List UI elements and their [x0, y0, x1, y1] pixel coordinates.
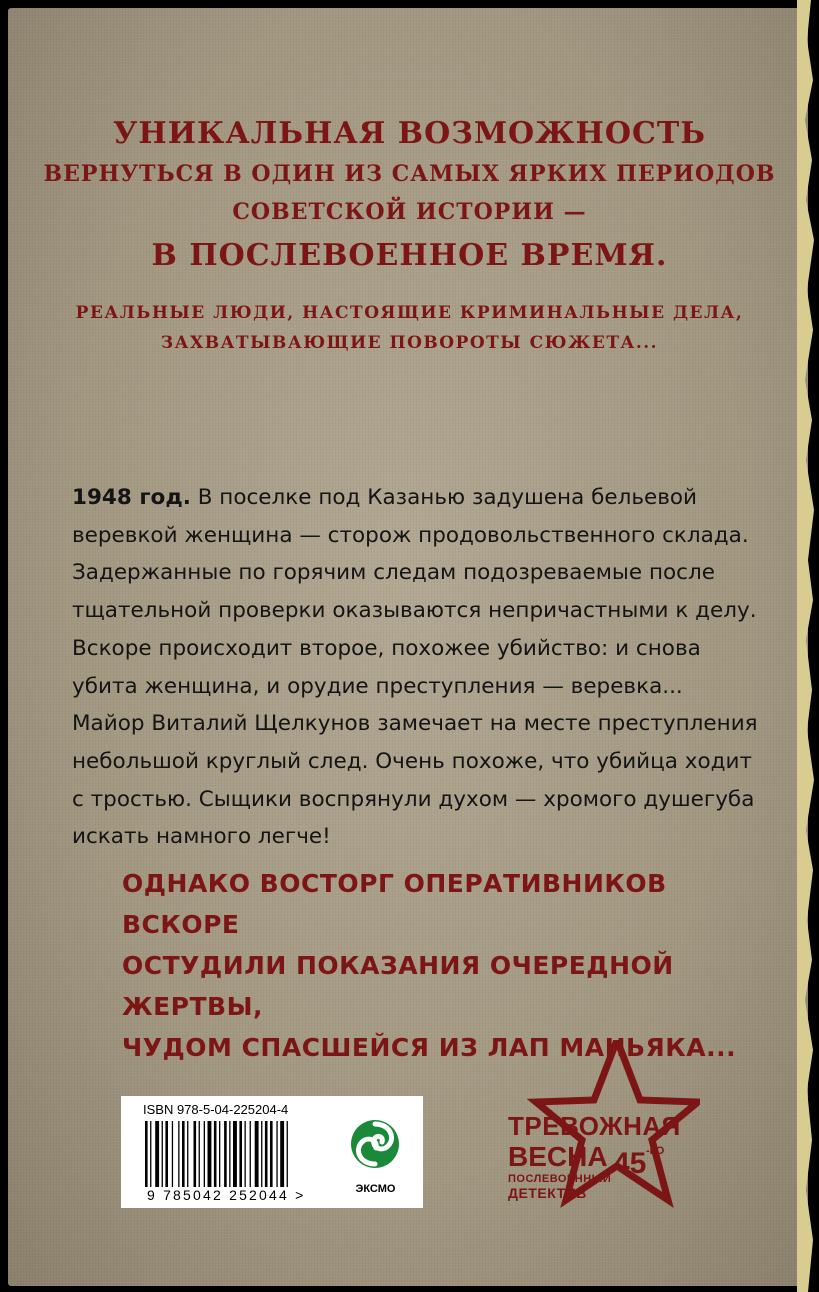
- headline-line-1: УНИКАЛЬНАЯ ВОЗМОЖНОСТЬ: [113, 116, 706, 151]
- synopsis-line: Вскоре происходит второе, похожее убийство: и снова: [72, 635, 701, 661]
- synopsis-line: убита женщина, и орудие преступления — веревка...: [72, 673, 683, 699]
- synopsis-line: искать намного легче!: [72, 824, 331, 850]
- synopsis-line: Майор Виталий Щелкунов замечает на месте преступления: [72, 711, 758, 737]
- series-badge: [480, 1040, 700, 1230]
- synopsis-line: 1948 год. В поселке под Казанью задушена бельевой: [72, 485, 698, 510]
- synopsis-paragraph: [72, 479, 772, 856]
- headline-line-4: В ПОСЛЕВОЕННОЕ ВРЕМЯ.: [151, 238, 668, 273]
- callout-line: ОДНАКО ВОСТОРГ ОПЕРАТИВНИКОВ ВСКОРЕ: [122, 869, 667, 939]
- synopsis-line: небольшой круглый след. Очень похоже, что убийца ходит: [72, 748, 753, 774]
- synopsis-line: веревкой женщина — сторож продовольственного склада.: [72, 522, 749, 548]
- eksmo-swirl-icon: [332, 1100, 419, 1186]
- publisher-logo: [332, 1096, 419, 1208]
- series-number-suffix: -ГО: [646, 1145, 665, 1157]
- isbn-label: ISBN 978-5-04-225204-4: [143, 1102, 289, 1117]
- series-subtitle-2: ДЕТЕКТИВ: [508, 1185, 587, 1201]
- callout-line: ЧУДОМ СПАСШЕЙСЯ ИЗ ЛАП МАНЬЯКА...: [122, 1033, 737, 1062]
- barcode-bars: [143, 1121, 333, 1189]
- synopsis-line: тщательной проверки оказываются непричастными к делу.: [72, 598, 757, 624]
- headline-line-2: ВЕРНУТЬСЯ В ОДИН ИЗ САМЫХ ЯРКИХ ПЕРИОДОВ: [43, 161, 776, 187]
- series-title-line-1: ТРЕВОЖНАЯ: [508, 1111, 681, 1141]
- headline-line-3: СОВЕТСКОЙ ИСТОРИИ —: [232, 199, 587, 225]
- subheadline-line-1: РЕАЛЬНЫЕ ЛЮДИ, НАСТОЯЩИЕ КРИМИНАЛЬНЫЕ ДЕЛА,: [75, 303, 744, 323]
- synopsis-year: 1948 год.: [72, 485, 191, 510]
- synopsis-line: с тростью. Сыщики воспрянули духом — хромого душегуба: [72, 786, 755, 812]
- series-title-line-2: ВЕСНА: [508, 1141, 608, 1172]
- series-subtitle-1: ПОСЛЕВОЕННЫЙ: [508, 1173, 612, 1185]
- torn-paper-edge: [797, 0, 819, 1292]
- callout-block: [122, 863, 782, 1068]
- series-number: 45: [613, 1147, 647, 1180]
- subheadline-line-2: ЗАХВАТЫВАЮЩИЕ ПОВОРОТЫ СЮЖЕТА...: [160, 333, 659, 353]
- callout-line: ОСТУДИЛИ ПОКАЗАНИЯ ОЧЕРЕДНОЙ ЖЕРТВЫ,: [122, 951, 674, 1021]
- barcode-number: 9 785042 252044 >: [147, 1187, 306, 1203]
- publisher-name: ЭКСМО: [355, 1183, 396, 1195]
- synopsis-line: Задержанные по горячим следам подозреваемые после: [72, 560, 715, 586]
